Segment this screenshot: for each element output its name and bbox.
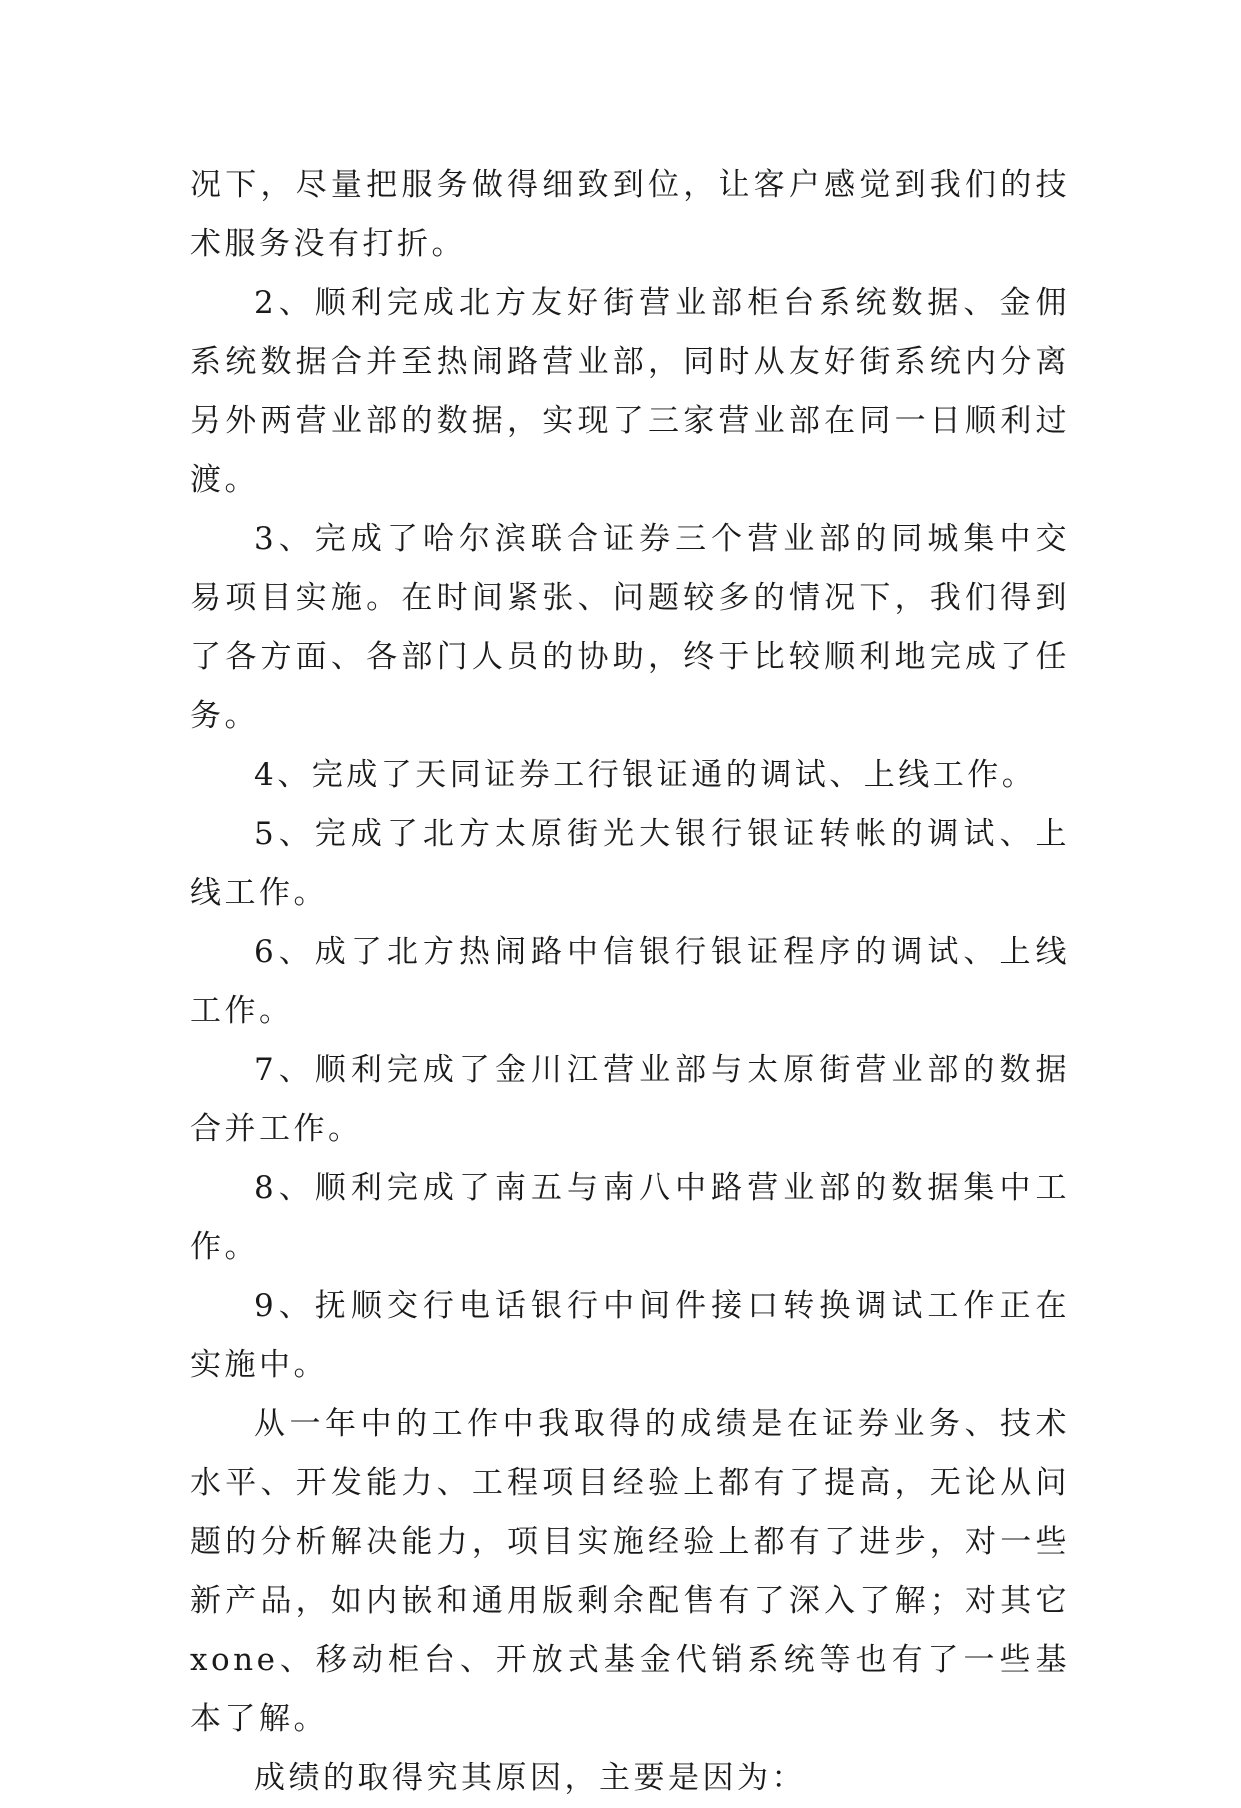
paragraph-item-9: 9、抚顺交行电话银行中间件接口转换调试工作正在实施中。 (190, 1288, 1070, 1383)
paragraph-reasons: 成绩的取得究其原因，主要是因为： (254, 1760, 806, 1796)
paragraph-item-7: 7、顺利完成了金川江营业部与太原街营业部的数据合并工作。 (190, 1052, 1070, 1147)
paragraph-item-6: 6、成了北方热闹路中信银行银证程序的调试、上线工作。 (190, 934, 1070, 1029)
paragraph-achievements: 从一年中的工作中我取得的成绩是在证券业务、技术水平、开发能力、工程项目经验上都有了提高，无论从问题的分析解决能力，项目实施经验上都有了进步，对一些新产品，如内嵌和通用版剩余配售有了深入了解；对其它xone、移动柜台、开放式基金代销系统等也有了一些基本了解。 (190, 1406, 1070, 1737)
paragraph-item-4: 4、完成了天同证券工行银证通的调试、上线工作。 (254, 757, 1037, 793)
document-body (190, 156, 1070, 1808)
paragraph-item-5: 5、完成了北方太原街光大银行银证转帐的调试、上线工作。 (190, 816, 1070, 911)
paragraph-item-2: 2、顺利完成北方友好街营业部柜台系统数据、金佣系统数据合并至热闹路营业部，同时从友好街系统内分离另外两营业部的数据，实现了三家营业部在同一日顺利过渡。 (190, 285, 1070, 498)
paragraph-continuation: 况下，尽量把服务做得细致到位，让客户感觉到我们的技术服务没有打折。 (190, 167, 1070, 262)
paragraph-item-3: 3、完成了哈尔滨联合证券三个营业部的同城集中交易项目实施。在时间紧张、问题较多的情况下，我们得到了各方面、各部门人员的协助，终于比较顺利地完成了任务。 (190, 521, 1070, 734)
paragraph-item-8: 8、顺利完成了南五与南八中路营业部的数据集中工作。 (190, 1170, 1070, 1265)
